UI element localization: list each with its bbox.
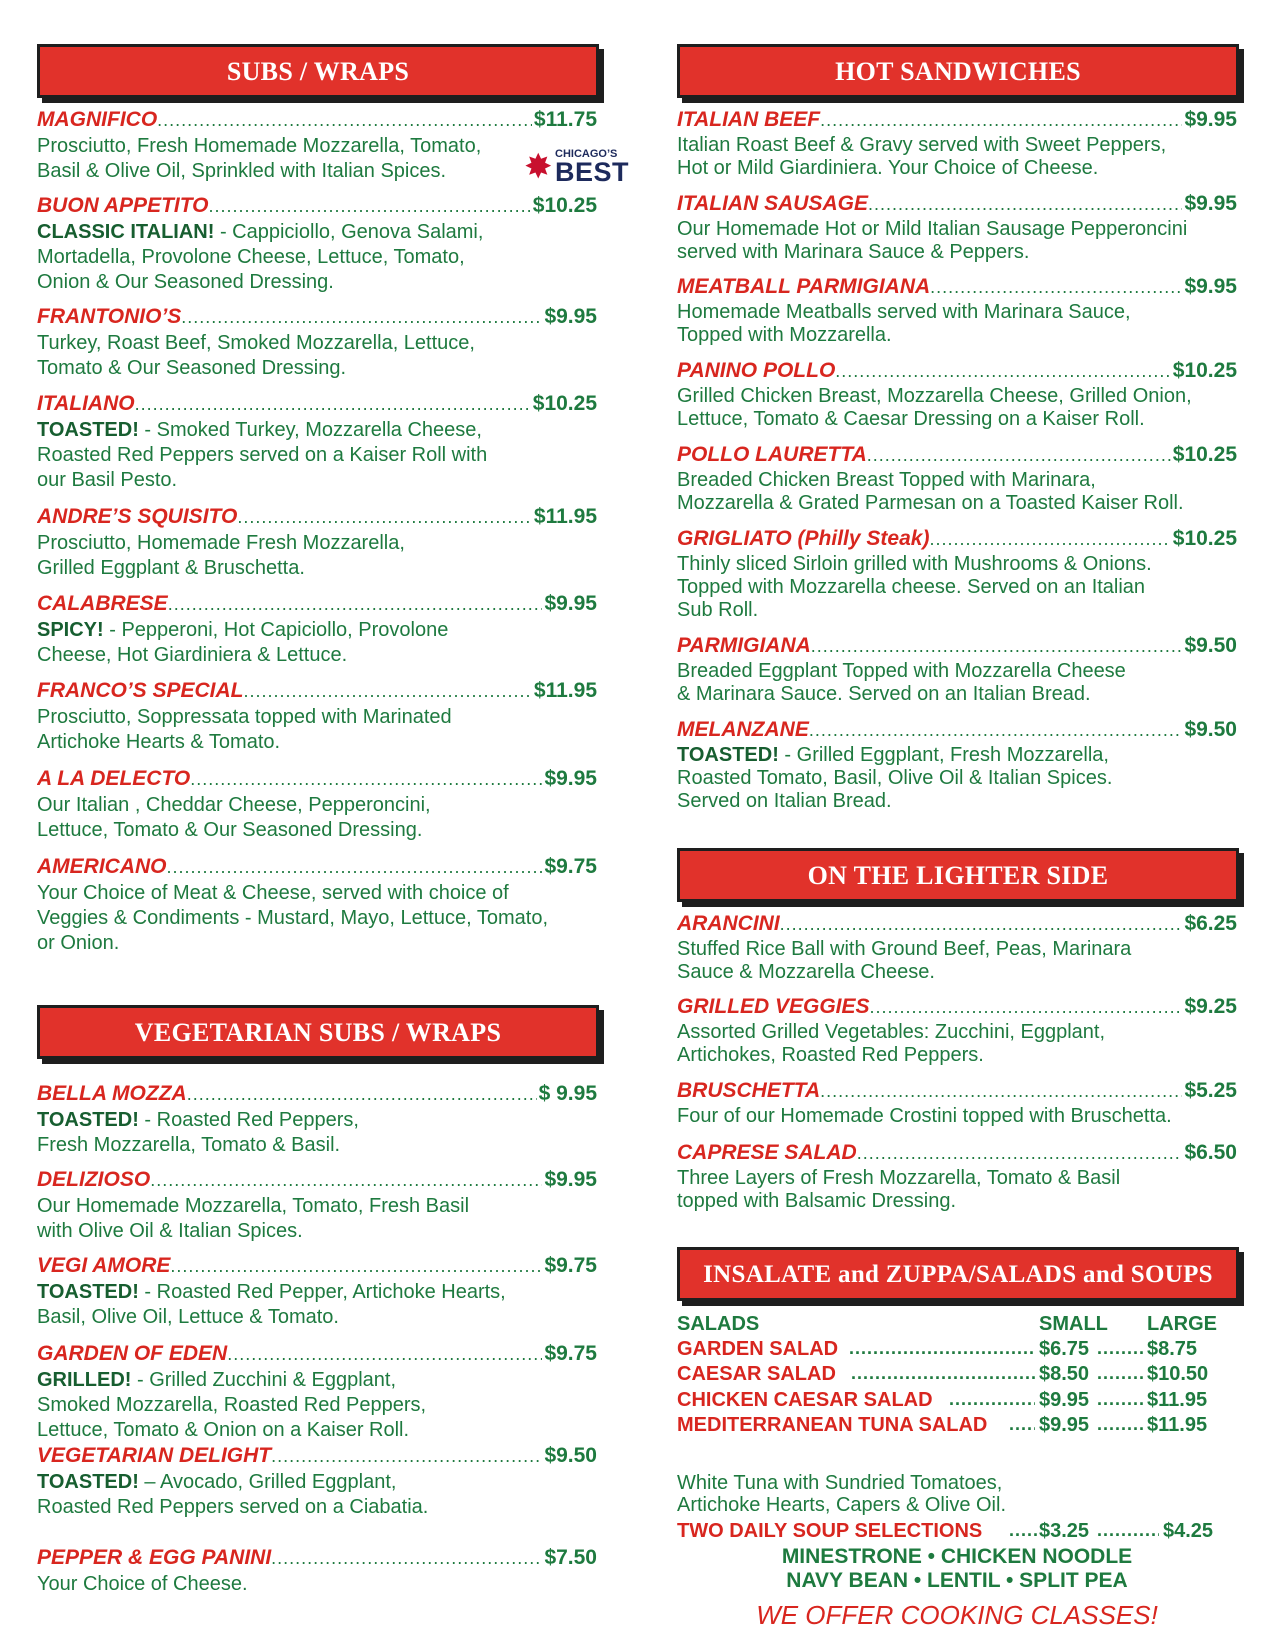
menu-item-name: PEPPER & EGG PANINI (37, 1546, 272, 1569)
menu-item-name: BELLA MOZZA (37, 1082, 187, 1105)
menu-item (37, 505, 597, 581)
menu-item-desc-text: Your Choice of Meat & Cheese, served with choice of Veggies & Condiments - Mustard, Mayo, Lettuce, Tomato, or Onion. (37, 882, 548, 954)
menu-item-name: CALABRESE (37, 592, 168, 615)
salad-row (677, 1363, 1237, 1389)
leader-dots (150, 1170, 542, 1191)
leader-dots (167, 857, 543, 878)
menu-item-price: $11.75 (533, 108, 597, 131)
menu-item-name: FRANCO’S SPECIAL (37, 679, 244, 702)
salad-name: CHICKEN CAESAR SALAD (677, 1389, 933, 1411)
menu-item-description (37, 881, 597, 956)
leader-dots (1097, 1389, 1145, 1410)
menu-item-price: $7.50 (544, 1546, 597, 1569)
menu-item-name: BRUSCHETTA (677, 1079, 821, 1102)
menu-item (37, 1546, 597, 1597)
menu-item (37, 1254, 597, 1330)
menu-item-desc-text: - Grilled Zucchini & Eggplant, Smoked Mozzarella, Roasted Red Peppers, Lettuce, Tomato & Onion on a Kaiser Roll. (37, 1369, 427, 1441)
leader-dots (170, 1256, 542, 1277)
salads-header (677, 1247, 1239, 1301)
menu-item-price: $9.95 (1184, 275, 1237, 298)
menu-item-name: GARDEN OF EDEN (37, 1342, 228, 1365)
menu-item-desc-text: Italian Roast Beef & Gravy served with Sweet Peppers, Hot or Mild Giardiniera. Your Choice of Cheese. (677, 134, 1167, 179)
menu-item-desc-text: Stuffed Rice Ball with Ground Beef, Peas, Marinara Sauce & Mozzarella Cheese. (677, 938, 1132, 983)
menu-item (677, 1079, 1237, 1128)
menu-item-description (37, 331, 597, 381)
menu-item (677, 108, 1237, 180)
menu-item-name: ITALIAN SAUSAGE (677, 192, 868, 215)
menu-item-line (677, 527, 1237, 553)
menu-item-price: $9.75 (544, 855, 597, 878)
salad-name: GARDEN SALAD (677, 1338, 839, 1360)
soup-name: TWO DAILY SOUP SELECTIONS (677, 1520, 983, 1542)
menu-item-price: $9.75 (544, 1342, 597, 1365)
menu-item (37, 1082, 597, 1158)
leader-dots (181, 307, 542, 328)
leader-dots (930, 277, 1182, 298)
menu-item-desc-text: Four of our Homemade Crostini topped with Bruschetta. (677, 1105, 1172, 1127)
menu-item-name: ARANCINI (677, 912, 780, 935)
soup-small-price: $3.25 (1039, 1520, 1090, 1542)
menu-item-name: PARMIGIANA (677, 634, 811, 657)
menu-item-line (37, 1444, 597, 1470)
menu-item-line (37, 1168, 597, 1194)
salad-row (677, 1389, 1237, 1415)
leader-dots (244, 681, 532, 702)
menu-item-description (37, 1280, 597, 1330)
menu-item (677, 443, 1237, 515)
hot-header (677, 44, 1239, 98)
leader-dots (157, 110, 532, 131)
menu-item-line (677, 1079, 1237, 1105)
salad-large-price: $11.95 (1147, 1414, 1208, 1436)
menu-item-price: $10.25 (1172, 527, 1237, 550)
menu-item-price: $9.95 (544, 592, 597, 615)
menu-item-desc-text: Prosciutto, Soppressata topped with Marinated Artichoke Hearts & Tomato. (37, 706, 452, 753)
salad-small-price: $6.75 (1039, 1338, 1090, 1360)
menu-item-name: A LA DELECTO (37, 767, 191, 790)
menu-item-line (677, 108, 1237, 134)
menu-item-description (37, 618, 597, 668)
leader-dots (811, 636, 1183, 657)
subs-title: SUBS / WRAPS (226, 57, 410, 86)
menu-item-desc-text: - Roasted Red Peppers, Fresh Mozzarella, Tomato & Basil. (37, 1109, 359, 1156)
menu-item-name: MAGNIFICO (37, 108, 158, 131)
leader-dots (168, 594, 543, 615)
menu-item-line (37, 855, 597, 881)
menu-item-price: $10.25 (532, 392, 597, 415)
menu-item-description (677, 1021, 1237, 1067)
tuna-description (677, 1472, 1006, 1516)
salads-head-row (677, 1313, 1237, 1339)
menu-item-lead: CLASSIC ITALIAN! (37, 221, 215, 243)
menu-item-name: MEATBALL PARMIGIANA (677, 275, 931, 298)
menu-item-name: GRILLED VEGGIES (677, 995, 870, 1018)
salad-name: MEDITERRANEAN TUNA SALAD (677, 1414, 988, 1436)
menu-item-desc-text: - Pepperoni, Hot Capiciollo, Provolone Cheese, Hot Giardiniera & Lettuce. (37, 619, 449, 666)
leader-dots (849, 1338, 1035, 1359)
menu-item-lead: TOASTED! (37, 419, 139, 441)
leader-dots (820, 110, 1182, 131)
chicagos-best-badge (524, 148, 630, 187)
menu-item-description (37, 531, 597, 581)
leader-dots (135, 394, 531, 415)
lighter-title: ON THE LIGHTER SIDE (807, 861, 1109, 890)
menu-item-price: $10.25 (1172, 359, 1237, 382)
leader-dots (809, 720, 1183, 741)
menu-item-name: MELANZANE (677, 718, 809, 741)
menu-item-price: $5.25 (1184, 1079, 1237, 1102)
subs-header (37, 44, 599, 98)
menu-item-desc-text: Our Homemade Mozzarella, Tomato, Fresh Basil with Olive Oil & Italian Spices. (37, 1195, 470, 1242)
menu-item-description (37, 1470, 597, 1520)
menu-item-description (37, 418, 597, 493)
menu-item-name: BUON APPETITO (37, 194, 209, 217)
menu-item (677, 192, 1237, 264)
menu-item-price: $9.50 (1184, 718, 1237, 741)
soup-large-price: $4.25 (1163, 1520, 1214, 1542)
menu-item-price: $9.95 (544, 1168, 597, 1191)
menu-item-line (37, 505, 597, 531)
menu-item-desc-text: Assorted Grilled Vegetables: Zucchini, Eggplant, Artichokes, Roasted Red Peppers. (677, 1021, 1106, 1066)
menu-item-price: $9.95 (544, 305, 597, 328)
menu-item-line (37, 392, 597, 418)
menu-item-lead: TOASTED! (37, 1109, 139, 1131)
menu-item-name: CAPRESE SALAD (677, 1141, 857, 1164)
menu-item-description (37, 1368, 597, 1443)
leader-dots (929, 529, 1170, 550)
menu-item (37, 108, 597, 184)
salad-small-price: $9.95 (1039, 1389, 1090, 1411)
menu-item-line (37, 1082, 597, 1108)
menu-item-price: $10.25 (532, 194, 597, 217)
menu-item-price: $6.25 (1184, 912, 1237, 935)
leader-dots (835, 361, 1170, 382)
menu-item-description (677, 385, 1237, 431)
menu-item-description (37, 793, 597, 843)
menu-item-line (677, 1141, 1237, 1167)
menu-item-desc-text: - Roasted Red Pepper, Artichoke Hearts, Basil, Olive Oil, Lettuce & Tomato. (37, 1281, 506, 1328)
menu-item-description (677, 134, 1237, 180)
menu-item-desc-text: - Smoked Turkey, Mozzarella Cheese, Roasted Red Peppers served on a Kaiser Roll with our Basil Pesto. (37, 419, 488, 491)
menu-item-description (37, 134, 597, 184)
menu-item-line (677, 359, 1237, 385)
leader-dots (271, 1548, 542, 1569)
salads-title: INSALATE and ZUPPA/SALADS and SOUPS (703, 1261, 1213, 1288)
menu-item-price: $11.95 (533, 679, 597, 702)
menu-item-line (677, 634, 1237, 660)
salad-small-price: $9.95 (1039, 1414, 1090, 1436)
salads-label: SALADS (677, 1313, 760, 1335)
leader-dots (867, 445, 1171, 466)
leader-dots (209, 196, 531, 217)
menu-item-description (677, 1105, 1237, 1128)
menu-item-line (37, 767, 597, 793)
salad-name: CAESAR SALAD (677, 1363, 836, 1385)
menu-item-name: GRIGLIATO (Philly Steak) (677, 527, 930, 550)
menu-item-desc-text: Prosciutto, Fresh Homemade Mozzarella, Tomato, Basil & Olive Oil, Sprinkled with Italian Spices. (37, 135, 482, 182)
menu-item-description (677, 744, 1237, 813)
large-label: LARGE (1147, 1313, 1217, 1335)
lighter-header (677, 848, 1239, 902)
menu-item-line (677, 718, 1237, 744)
soup-row (677, 1520, 1237, 1546)
menu-item-desc-text: Our Italian , Cheddar Cheese, Pepperoncini, Lettuce, Tomato & Our Seasoned Dressing. (37, 794, 431, 841)
menu-item (37, 1168, 597, 1244)
menu-item (677, 359, 1237, 431)
menu-item-line (677, 912, 1237, 938)
menu-item-lead: TOASTED! (37, 1471, 139, 1493)
menu-item-name: ITALIANO (37, 392, 135, 415)
menu-item-description (677, 660, 1237, 706)
hot-title: HOT SANDWICHES (835, 57, 1081, 86)
cooking-classes-note: WE OFFER COOKING CLASSES! (756, 1600, 1158, 1630)
leader-dots (1097, 1363, 1145, 1384)
menu-item-line (677, 275, 1237, 301)
menu-item-description (677, 1167, 1237, 1213)
menu-item (37, 194, 597, 295)
leader-dots (187, 1084, 537, 1105)
menu-item (677, 634, 1237, 706)
salad-small-price: $8.50 (1039, 1363, 1090, 1385)
menu-item-name: AMERICANO (37, 855, 167, 878)
menu-item-name: ANDRE’S SQUISITO (37, 505, 238, 528)
soup-dots-2 (1097, 1520, 1159, 1541)
soup-line-1: MINESTRONE • CHICKEN NOODLE (781, 1545, 1133, 1568)
menu-item-price: $9.50 (544, 1444, 597, 1467)
badge-big-text: BEST (555, 157, 630, 187)
tuna-desc-line-1: White Tuna with Sundried Tomatoes, (677, 1472, 1003, 1494)
chicago-star-icon: ✸ (524, 148, 553, 186)
menu-item-price: $9.75 (544, 1254, 597, 1277)
salad-large-price: $11.95 (1147, 1389, 1208, 1411)
menu-item (37, 305, 597, 381)
leader-dots (237, 507, 532, 528)
menu-item (37, 592, 597, 668)
menu-item (677, 275, 1237, 347)
menu-item-name: ITALIAN BEEF (677, 108, 821, 131)
menu-item-name: FRANTONIO’S (37, 305, 182, 328)
menu-item-price: $9.95 (1184, 192, 1237, 215)
menu-item-price: $10.25 (1172, 443, 1237, 466)
menu-item-desc-text: Turkey, Roast Beef, Smoked Mozzarella, Lettuce, Tomato & Our Seasoned Dressing. (37, 332, 475, 379)
menu-item-desc-text: - Grilled Eggplant, Fresh Mozzarella, Roasted Tomato, Basil, Olive Oil & Italian Spices. Served on Italian Bread. (677, 744, 1113, 812)
menu-item-line (37, 679, 597, 705)
leader-dots (949, 1389, 1035, 1410)
menu-item-desc-text: Three Layers of Fresh Mozzarella, Tomato & Basil topped with Balsamic Dressing. (677, 1167, 1121, 1212)
leader-dots (1097, 1338, 1145, 1359)
menu-item (677, 1141, 1237, 1213)
leader-dots (1097, 1414, 1145, 1435)
menu-item-lead: GRILLED! (37, 1369, 132, 1391)
menu-item-price: $9.95 (1184, 108, 1237, 131)
menu-item-desc-text: – Avocado, Grilled Eggplant, Roasted Red Peppers served on a Ciabatia. (37, 1471, 429, 1518)
menu-item (37, 767, 597, 843)
tuna-desc-line-2: Artichoke Hearts, Capers & Olive Oil. (677, 1494, 1006, 1516)
menu-item-description (37, 705, 597, 755)
salad-large-price: $10.50 (1147, 1363, 1209, 1385)
menu-item-description (677, 301, 1237, 347)
menu-item (37, 392, 597, 493)
leader-dots (868, 194, 1182, 215)
menu-item-price: $ 9.95 (538, 1082, 597, 1105)
leader-dots (1009, 1414, 1035, 1435)
menu-item-name: VEGI AMORE (37, 1254, 171, 1277)
menu-item-desc-text: Breaded Chicken Breast Topped with Marinara, Mozzarella & Grated Parmesan on a Toasted Kaiser Roll. (677, 469, 1184, 514)
leader-dots (190, 769, 542, 790)
menu-item-price: $9.50 (1184, 634, 1237, 657)
menu-item (37, 679, 597, 755)
soup-line-2: NAVY BEAN • LENTIL • SPLIT PEA (786, 1569, 1128, 1592)
menu-item-description (677, 938, 1237, 984)
menu-item-line (37, 194, 597, 220)
menu-item-price: $9.95 (544, 767, 597, 790)
menu-item-name: PANINO POLLO (677, 359, 836, 382)
menu-item-name: POLLO LAURETTA (677, 443, 867, 466)
menu-item (677, 527, 1237, 622)
menu-item-lead: SPICY! (37, 619, 104, 641)
small-label: SMALL (1039, 1313, 1108, 1335)
menu-item-desc-text: Homemade Meatballs served with Marinara Sauce, Topped with Mozzarella. (677, 301, 1131, 346)
menu-item (677, 995, 1237, 1067)
menu-item-description (37, 220, 597, 295)
badge-small-text: CHICAGO’S (555, 148, 618, 160)
salad-row (677, 1338, 1237, 1364)
menu-item-desc-text: Our Homemade Hot or Mild Italian Sausage Pepperoncini served with Marinara Sauce & Peppers. (677, 218, 1188, 263)
menu-item-lead: TOASTED! (37, 1281, 139, 1303)
soup-dots (1009, 1520, 1039, 1541)
menu-item-line (37, 1546, 597, 1572)
menu-item-description (37, 1572, 597, 1597)
menu-item (37, 1342, 597, 1443)
menu-item (37, 855, 597, 956)
menu-item-line (37, 1342, 597, 1368)
menu-item-desc-text: Your Choice of Cheese. (37, 1573, 248, 1595)
menu-item-desc-text: Breaded Eggplant Topped with Mozzarella Cheese & Marinara Sauce. Served on an Italian Bread. (677, 660, 1126, 705)
menu-item-desc-text: Grilled Chicken Breast, Mozzarella Cheese, Grilled Onion, Lettuce, Tomato & Caesar Dressing on a Kaiser Roll. (677, 385, 1192, 430)
leader-dots (271, 1446, 542, 1467)
menu-item-name: DELIZIOSO (37, 1168, 151, 1191)
veg-title: VEGETARIAN SUBS / WRAPS (134, 1018, 502, 1047)
menu-item-line (37, 1254, 597, 1280)
menu-item-desc-text: Prosciutto, Homemade Fresh Mozzarella, Grilled Eggplant & Bruschetta. (37, 532, 405, 579)
menu-item-lead: TOASTED! (677, 744, 779, 766)
menu-item (677, 912, 1237, 984)
salad-row (677, 1414, 1237, 1440)
menu-item-description (37, 1194, 597, 1244)
menu-item-line (37, 592, 597, 618)
salad-large-price: $8.75 (1147, 1338, 1198, 1360)
menu-item-line (37, 108, 597, 134)
menu-item-line (677, 443, 1237, 469)
menu-item-description (37, 1108, 597, 1158)
menu-item-line (677, 995, 1237, 1021)
menu-item-desc-text: - Cappiciollo, Genova Salami, Mortadella, Provolone Cheese, Lettuce, Tomato, Onion & Our Seasoned Dressing. (37, 221, 484, 293)
menu-item-line (677, 192, 1237, 218)
menu-item-description (677, 218, 1237, 264)
leader-dots (851, 1363, 1035, 1384)
menu-item-price: $9.25 (1184, 995, 1237, 1018)
leader-dots (820, 1081, 1182, 1102)
menu-item (37, 1444, 597, 1520)
leader-dots (870, 997, 1183, 1018)
menu-item-description (677, 469, 1237, 515)
menu-item-name: VEGETARIAN DELIGHT (37, 1444, 272, 1467)
leader-dots (227, 1344, 542, 1365)
menu-item-desc-text: Thinly sliced Sirloin grilled with Mushrooms & Onions. Topped with Mozzarella cheese. Served on an Italian Sub Roll. (677, 553, 1152, 621)
menu-item-description (677, 553, 1237, 622)
menu-item-price: $6.50 (1184, 1141, 1237, 1164)
leader-dots (857, 1143, 1183, 1164)
menu-item (677, 718, 1237, 813)
menu-item-line (37, 305, 597, 331)
menu-item-price: $11.95 (533, 505, 597, 528)
leader-dots (780, 914, 1183, 935)
veg-header (37, 1005, 599, 1059)
